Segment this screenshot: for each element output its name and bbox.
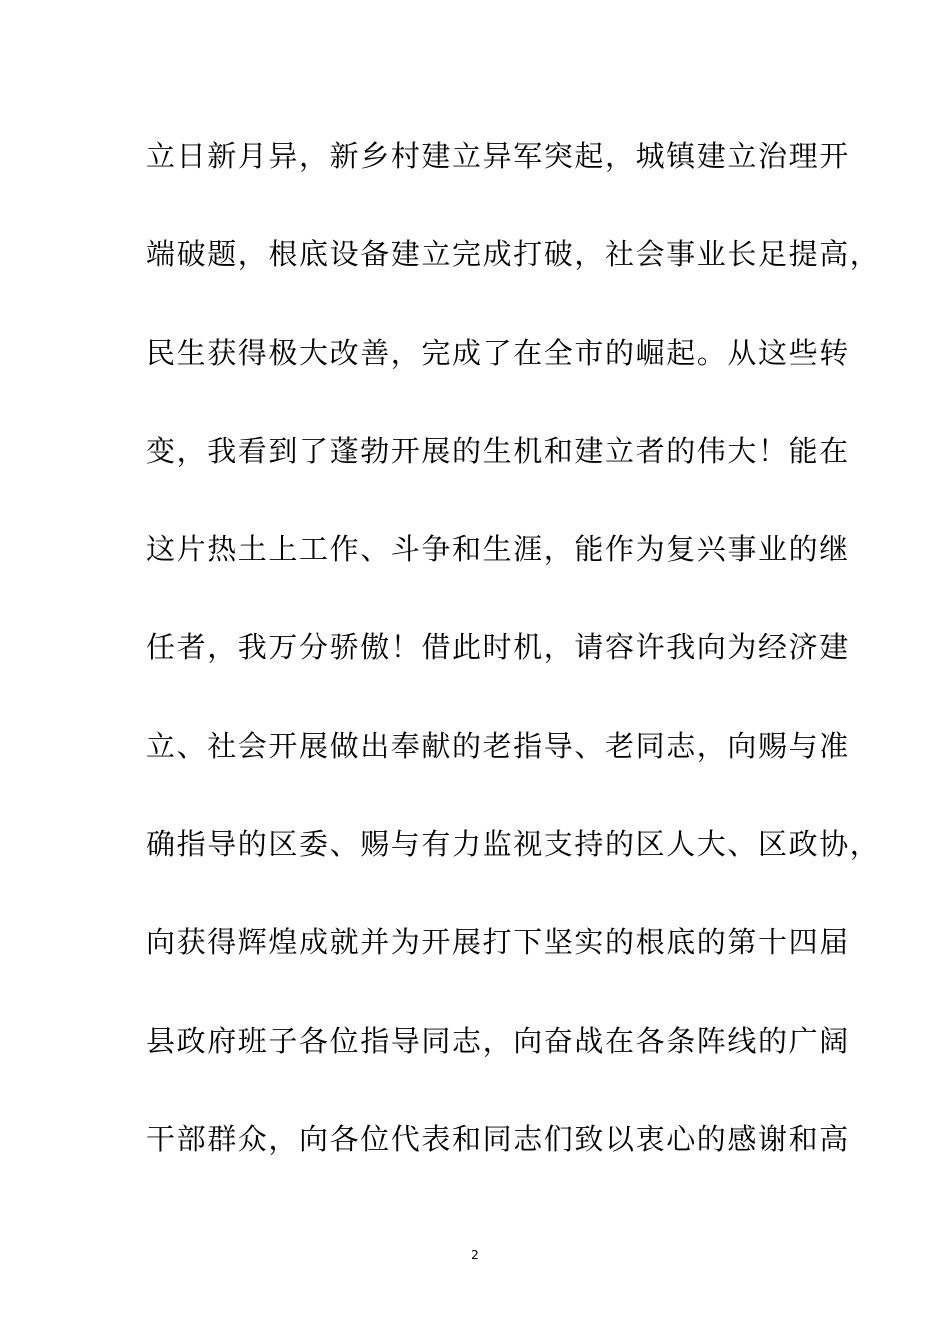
page-number: 2 (471, 1248, 479, 1262)
text-line: 立、社会开展做出奉献的老指导、老同志，向赐与准 (146, 728, 850, 763)
text-line: 变，我看到了蓬勃开展的生机和建立者的伟大！能在 (146, 433, 850, 468)
text-line: 向获得辉煌成就并为开展打下坚实的根底的第十四届 (146, 925, 850, 960)
text-line: 民生获得极大改善，完成了在全市的崛起。从这些转 (146, 335, 850, 370)
text-line: 县政府班子各位指导同志，向奋战在各条阵线的广阔 (146, 1023, 850, 1058)
text-line: 任者，我万分骄傲！借此时机，请容许我向为经济建 (146, 630, 850, 665)
text-line: 干部群众，向各位代表和同志们致以衷心的感谢和高 (146, 1121, 850, 1156)
text-line: 这片热土上工作、斗争和生涯，能作为复兴事业的继 (146, 532, 850, 567)
text-line: 端破题，根底设备建立完成打破，社会事业长足提高， (146, 237, 881, 272)
body-text (146, 126, 881, 1207)
text-line: 确指导的区委、赐与有力监视支持的区人大、区政协， (146, 827, 881, 862)
text-line: 立日新月异，新乡村建立异军突起，城镇建立治理开 (146, 139, 850, 173)
